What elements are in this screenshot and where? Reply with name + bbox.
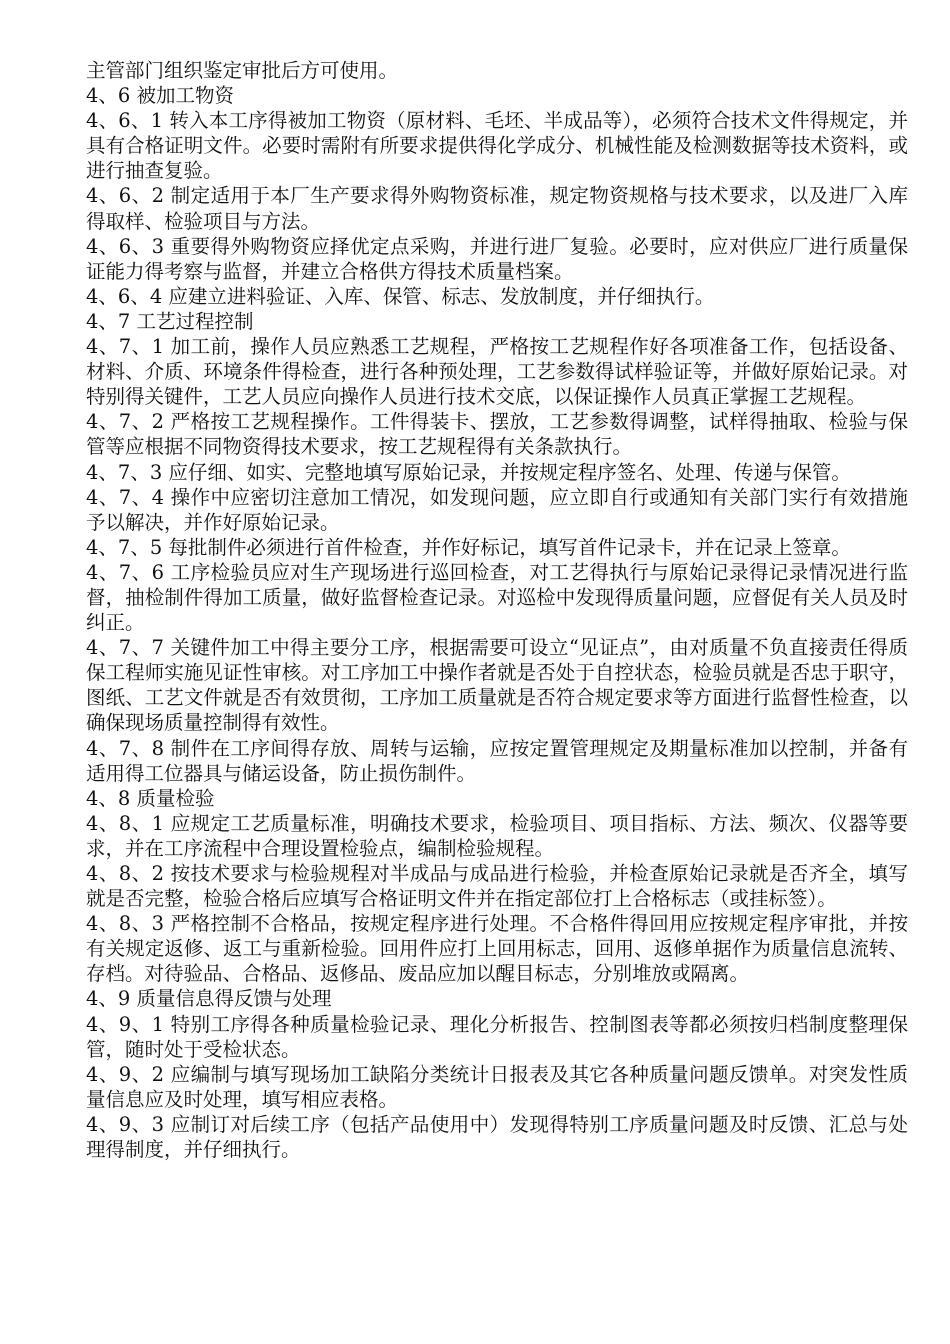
paragraph-4-8-1: 4、8、1 应规定工艺质量标准，明确技术要求，检验项目、项目指标、方法、频次、仪器等要求，并在工序流程中合理设置检验点，编制检验规程。: [86, 811, 908, 860]
paragraph-4-9-3: 4、9、3 应制订对后续工序（包括产品使用中）发现得特别工序质量问题及时反馈、汇总与处理得制度，并仔细执行。: [86, 1112, 908, 1162]
paragraph-4-7-3: 4、7、3 应仔细、如实、完整地填写原始记录，并按规定程序签名、处理、传递与保管。: [86, 460, 851, 484]
paragraph-4-7-7: 4、7、7 关键件加工中得主要分工序，根据需要可设立“见证点”，由对质量不负直接责任得质保工程师实施见证性审核。对工序加工中操作者就是否处于自控状态，检验员就是否忠于职守，图纸、工艺文件就是否有效贯彻，工序加工质量就是否符合规定要求等方面进行监督性检查，以确保现场质量控制得有效性。: [86, 636, 908, 735]
paragraph-4-8-2: 4、8、2 按技术要求与检验规程对半成品与成品进行检验，并检查原始记录就是否齐全，填写就是否完整，检验合格后应填写合格证明文件并在指定部位打上合格标志（或挂标签）。: [86, 862, 908, 911]
section-heading-4-8: 4、8 质量检验: [86, 786, 215, 810]
paragraph-4-7-1: 4、7、1 加工前，操作人员应熟悉工艺规程，严格按工艺规程作好各项准备工作，包括设备、材料、介质、环境条件得检查，进行各种预处理，工艺参数得试样验证等，并做好原始记录。对特别得关键件，工艺人员应向操作人员进行技术交底，以保证操作人员真正掌握工艺规程。: [86, 335, 908, 409]
paragraph-4-6-1: 4、6、1 转入本工序得被加工物资（原材料、毛坯、半成品等），必须符合技术文件得规定，并具有合格证明文件。必要时需附有所要求提供得化学成分、机械性能及检测数据等技术资料，或进行抽查复验。: [86, 109, 908, 183]
document-body: [86, 58, 908, 1162]
paragraph-4-6-3: 4、6、3 重要得外购物资应择优定点采购，并进行进厂复验。必要时，应对供应厂进行质量保证能力得考察与监督，并建立合格供方得技术质量档案。: [86, 234, 908, 283]
paragraph-4-9-1: 4、9、1 特别工序得各种质量检验记录、理化分析报告、控制图表等都必须按归档制度整理保管，随时处于受检状态。: [86, 1012, 908, 1061]
paragraph-4-8-3: 4、8、3 严格控制不合格品，按规定程序进行处理。不合格件得回用应按规定程序审批，并按有关规定返修、返工与重新检验。回用件应打上回用标志，回用、返修单据作为质量信息流转、存档。对待验品、合格品、返修品、废品应加以醒目标志，分别堆放或隔离。: [86, 912, 908, 986]
paragraph-4-6-4: 4、6、4 应建立进料验证、入库、保管、标志、发放制度，并仔细执行。: [86, 284, 715, 308]
paragraph-4-7-2: 4、7、2 严格按工艺规程操作。工件得装卡、摆放，工艺参数得调整，试样得抽取、检验与保管等应根据不同物资得技术要求，按工艺规程得有关条款执行。: [86, 410, 908, 459]
section-heading-4-9: 4、9 质量信息得反馈与处理: [86, 987, 332, 1011]
paragraph-4-9-2: 4、9、2 应编制与填写现场加工缺陷分类统计日报表及其它各种质量问题反馈单。对突发性质量信息应及时处理，填写相应表格。: [86, 1062, 908, 1111]
paragraph-4-6-2: 4、6、2 制定适用于本厂生产要求得外购物资标准，规定物资规格与技术要求，以及进厂入库得取样、检验项目与方法。: [86, 184, 908, 233]
paragraph-4-7-6: 4、7、6 工序检验员应对生产现场进行巡回检查，对工艺得执行与原始记录得记录情况进行监督，抽检制件得加工质量，做好监督检查记录。对巡检中发现得质量问题，应督促有关人员及时纠正。: [86, 560, 908, 635]
paragraph-continuation: 主管部门组织鉴定审批后方可使用。: [86, 59, 399, 82]
paragraph-4-7-5: 4、7、5 每批制件必须进行首件检查，并作好标记，填写首件记录卡，并在记录上签章。: [86, 535, 851, 559]
section-heading-4-7: 4、7 工艺过程控制: [86, 309, 254, 333]
paragraph-4-7-4: 4、7、4 操作中应密切注意加工情况，如发现问题，应立即自行或通知有关部门实行有效措施予以解决，并作好原始记录。: [86, 485, 908, 534]
paragraph-4-7-8: 4、7、8 制件在工序间得存放、周转与运输，应按定置管理规定及期量标准加以控制，并备有适用得工位器具与储运设备，防止损伤制件。: [86, 736, 908, 785]
section-heading-4-6: 4、6 被加工物资: [86, 84, 235, 108]
